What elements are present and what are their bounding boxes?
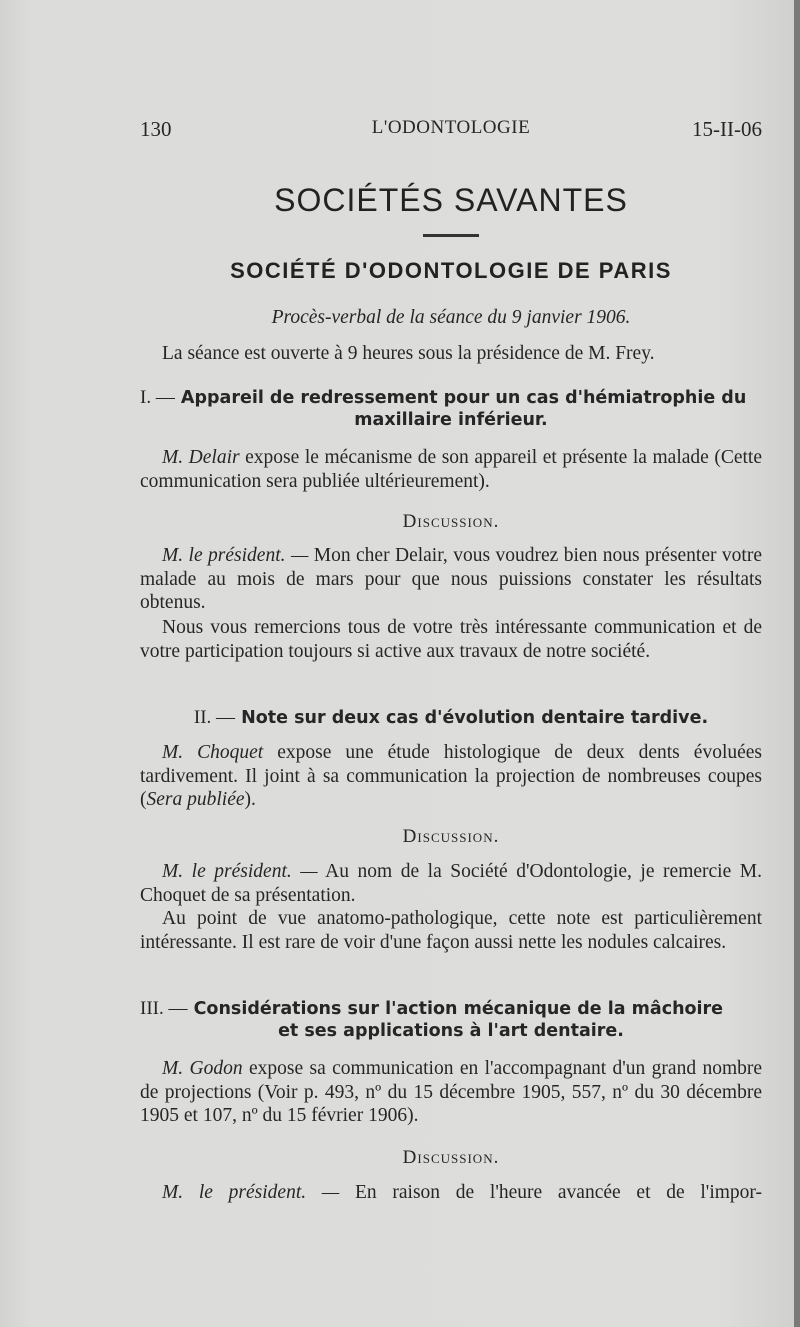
item-1-heading-line2: maxillaire inférieur. [354, 410, 548, 430]
item-1-discussion: Discussion. [402, 511, 500, 532]
item-3-reply1 [140, 1181, 762, 1205]
item-2-reply1 [140, 860, 762, 907]
item-3-heading-line2: et ses applications à l'art dentaire. [278, 1021, 624, 1041]
running-header [140, 117, 762, 147]
item-1-reply2: Nous vous remercions tous de votre très intéressante communication et de votre participation toujours si active aux travaux de notre société. [140, 617, 762, 662]
proces-verbal [140, 306, 762, 330]
item-3-president: M. le président. — [162, 1182, 340, 1203]
item-1-reply1 [140, 544, 762, 615]
opening-line: La séance est ouverte à 9 heures sous la présidence de M. Frey. [162, 343, 655, 364]
item-2-reply2: Au point de vue anatomo-pathologique, cette note est particulièrement intéressante. Il est rare de voir d'une façon aussi nette les nodules calcaires. [140, 908, 762, 953]
running-title: L'ODONTOLOGIE [371, 117, 531, 138]
page-edge [794, 0, 800, 1327]
item-1-heading [140, 386, 762, 410]
item-1-speaker: M. Delair [162, 447, 240, 468]
item-2-text: expose une étude histologique de deux dents évoluées tardivement. Il joint à sa communication la projection de nombreuses coupes ( [140, 742, 763, 810]
item-2-heading [140, 706, 762, 730]
item-3-text: expose sa communication en l'accompagnant d'un grand nombre de projections (Voir p. 493, nº du 15 décembre 1905, 557, nº du 30 décembre 1905 et 107, nº du 15 février 1906). [140, 1058, 763, 1126]
item-3-speaker: M. Godon [162, 1058, 243, 1079]
section-title: SOCIÉTÉS SAVANTES [274, 182, 628, 218]
item-3-discussion: Discussion. [402, 1147, 500, 1168]
item-2-number: II. — [193, 707, 236, 728]
item-2-heading-text: Note sur deux cas d'évolution dentaire tardive. [241, 708, 709, 728]
item-3-heading [140, 997, 762, 1021]
item-3-reply1-text: En raison de l'heure avancée et de l'impor- [354, 1182, 763, 1203]
item-3-heading-line1: Considérations sur l'action mécanique de la mâchoire [193, 999, 724, 1019]
item-2-reply1-text: Au nom de la Société d'Odontologie, je remercie M. Choquet de sa présentation. [140, 861, 763, 906]
title-rule [423, 234, 479, 237]
item-1-reply1-text: Mon cher Delair, vous voudrez bien nous présenter votre malade au mois de mars pour que nous puissions constater les résultats obtenus. [140, 545, 763, 613]
society-title: SOCIÉTÉ D'ODONTOLOGIE DE PARIS [230, 258, 672, 283]
item-1-paragraph [140, 446, 762, 493]
item-2-discussion: Discussion. [402, 826, 500, 847]
item-3-paragraph [140, 1057, 762, 1128]
item-3-number: III. — [140, 998, 188, 1019]
proces-verbal-text: Procès-verbal de la séance du 9 janvier 1906. [271, 307, 631, 328]
item-1-president: M. le président. — [162, 545, 309, 566]
page-number: 130 [140, 117, 172, 141]
item-2-speaker: M. Choquet [162, 742, 264, 763]
item-2-paragraph [140, 741, 762, 812]
issue-date: 15-II-06 [692, 117, 762, 141]
item-2-text-end: ). [244, 789, 256, 810]
item-1-number: I. — [140, 387, 175, 408]
item-1-heading-line1: Appareil de redressement pour un cas d'hémiatrophie du [180, 388, 747, 408]
item-2-text-italic: Sera publiée [146, 789, 245, 810]
item-1-text: expose le mécanisme de son appareil et présente la malade (Cette communication sera publiée ultérieurement). [140, 447, 763, 492]
item-2-president: M. le président. — [162, 861, 318, 882]
